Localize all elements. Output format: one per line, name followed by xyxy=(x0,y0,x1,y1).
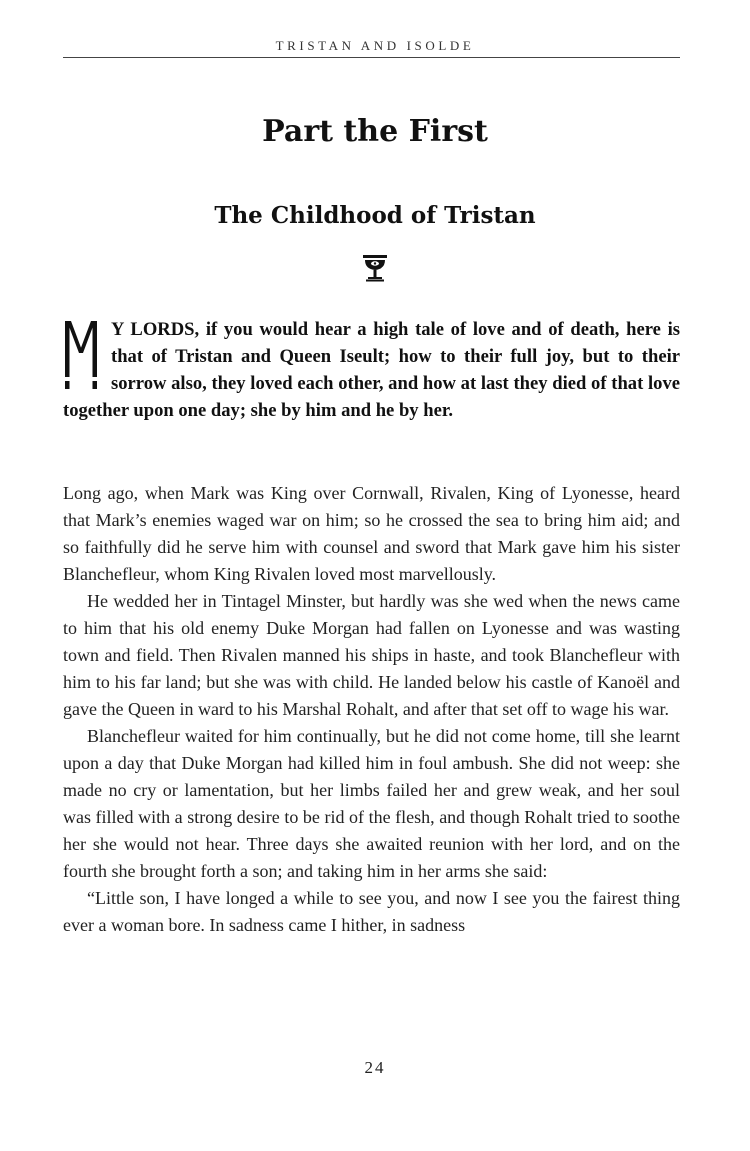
running-head: TRISTAN AND ISOLDE xyxy=(275,38,475,53)
header-rule xyxy=(63,57,680,58)
body-text xyxy=(63,480,680,939)
svg-text:M: M xyxy=(81,389,82,390)
chapter-title: The Childhood of Tristan xyxy=(214,202,536,229)
paragraph: Long ago, when Mark was King over Cornwall, Rivalen, King of Lyonesse, heard that Mark’s enemies waged war on him; so he crossed the sea to bring him aid; and so faithfully did he serve him with counsel and sword that Mark gave him his sister Blanchefleur, whom King Rivalen loved most marvellously. xyxy=(63,483,680,584)
page-number: 24 xyxy=(364,1058,386,1077)
drop-cap xyxy=(63,319,99,391)
chalice-icon xyxy=(362,254,388,287)
opening-text: Y LORDS, if you would hear a high tale of love and of death, here is that of Tristan and Queen Iseult; how to their full joy, but to their sorrow also, they loved each other, and how at last they died of that love together upon one day; she by him and he by her. xyxy=(63,319,680,421)
paragraph: He wedded her in Tintagel Minster, but hardly was she wed when the news came to him that his old enemy Duke Morgan had fallen on Lyonesse and was wasting town and field. Then Rivalen manned his ships in haste, and took Blanchefleur with him to his far land; but she was with child. He landed below his castle of Kanoël and gave the Queen in ward to his Marshal Rohalt, and after that set off to wage his war. xyxy=(63,591,680,719)
part-title: Part the First xyxy=(262,114,488,149)
paragraph: Blanchefleur waited for him continually, but he did not come home, till she learnt upon a day that Duke Morgan had killed him in foul ambush. She did not weep: she made no cry or lamentation, but her limbs failed her and grew weak, and her soul was filled with a strong desire to be rid of the flesh, and though Rohalt tried to soothe her she would not hear. Three days she awaited reunion with her lord, and on the fourth she brought forth a son; and taking him in her arms she said: xyxy=(63,726,680,881)
paragraph: “Little son, I have longed a while to see you, and now I see you the fairest thing ever a woman bore. In sadness came I hither, in sadness xyxy=(63,888,680,935)
opening-paragraph xyxy=(63,316,680,424)
